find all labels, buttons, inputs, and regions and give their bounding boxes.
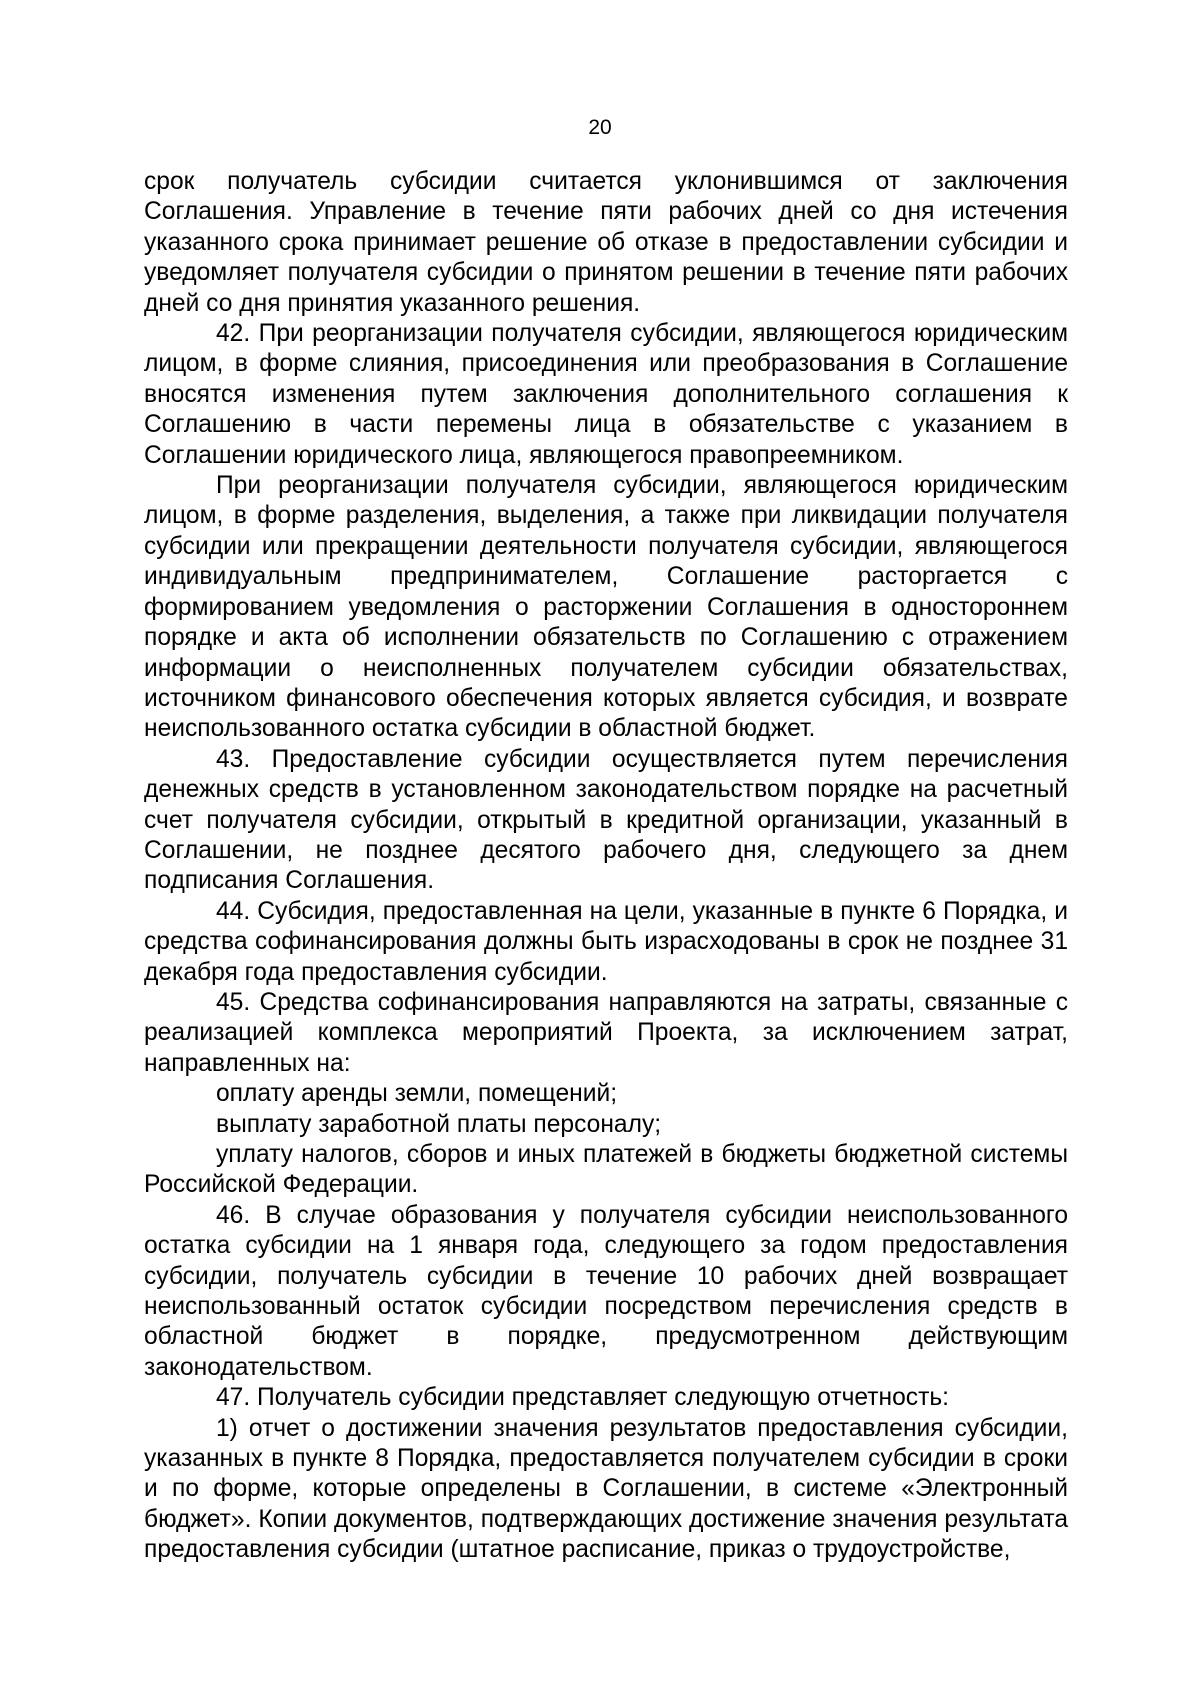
paragraph-item-43: 43. Предоставление субсидии осуществляется путем перечисления денежных средств в установленном законодательством порядке на расчетный счет получателя субсидии, открытый в кредитной организации, указанный в Соглашении, не позднее десятого рабочего дня, следующего за днем подписания Соглашения.: [144, 745, 1068, 895]
paragraph-item-47-1: 1) отчет о достижении значения результатов предоставления субсидии, указанных в пункте 8 Порядка, предоставляется получателем субсидии в сроки и по форме, которые определены в Соглашении, в системе «Электронный бюджет». Копии документов, подтверждающих достижение значения результата предоставления субсидии (штатное расписание, приказ о трудоустройстве,: [144, 1414, 1068, 1564]
list-item-land-rent: оплату аренды земли, помещений;: [216, 1080, 618, 1108]
list-item-taxes: уплату налогов, сборов и иных платежей в бюджеты бюджетной системы Российской Федерации.: [144, 1141, 1068, 1199]
paragraph-continuation: срок получатель субсидии считается уклонившимся от заключения Соглашения. Управление в течение пяти рабочих дней со дня истечения указанного срока принимает решение об отказе в предоставлении субсидии и уведомляет получателя субсидии о принятом решении в течение пяти рабочих дней со дня принятия указанного решения.: [144, 168, 1068, 317]
paragraph-item-42: 42. При реорганизации получателя субсидии, являющегося юридическим лицом, в форме слияния, присоединения или преобразования в Соглашение вносятся изменения путем заключения дополнительного соглашения к Соглашению в части перемены лица в обязательстве с указанием в Соглашении юридического лица, являющегося правопреемником.: [144, 320, 1068, 469]
document-body: [144, 167, 1068, 1566]
paragraph-item-44: 44. Субсидия, предоставленная на цели, указанные в пункте 6 Порядка, и средства софинансирования должны быть израсходованы в срок не позднее 31 декабря года предоставления субсидии.: [144, 897, 1068, 986]
paragraph-item-45: 45. Средства софинансирования направляются на затраты, связанные с реализацией комплекса мероприятий Проекта, за исключением затрат, направленных на:: [144, 988, 1068, 1077]
paragraph-item-46: 46. В случае образования у получателя субсидии неиспользованного остатка субсидии на 1 января года, следующего за годом предоставления субсидии, получатель субсидии в течение 10 рабочих дней возвращает неиспользованный остаток субсидии посредством перечисления средств в областной бюджет в порядке, предусмотренном действующим законодательством.: [144, 1201, 1068, 1381]
paragraph-reorganization: При реорганизации получателя субсидии, являющегося юридическим лицом, в форме разделения, выделения, а также при ликвидации получателя субсидии или прекращении деятельности получателя субсидии, являющегося индивидуальным предпринимателем, Соглашение расторгается с формированием уведомления о расторжении Соглашения в одностороннем порядке и акта об исполнении обязательств по Соглашению с отражением информации о неисполненных получателем субсидии обязательствах, источником финансового обеспечения которых является субсидия, и возврате неиспользованного остатка субсидии в областной бюджет.: [144, 472, 1068, 743]
paragraph-item-47: 47. Получатель субсидии представляет следующую отчетность:: [216, 1384, 949, 1412]
list-item-salary: выплату заработной платы персоналу;: [216, 1110, 662, 1138]
page-number: 20: [588, 116, 612, 139]
